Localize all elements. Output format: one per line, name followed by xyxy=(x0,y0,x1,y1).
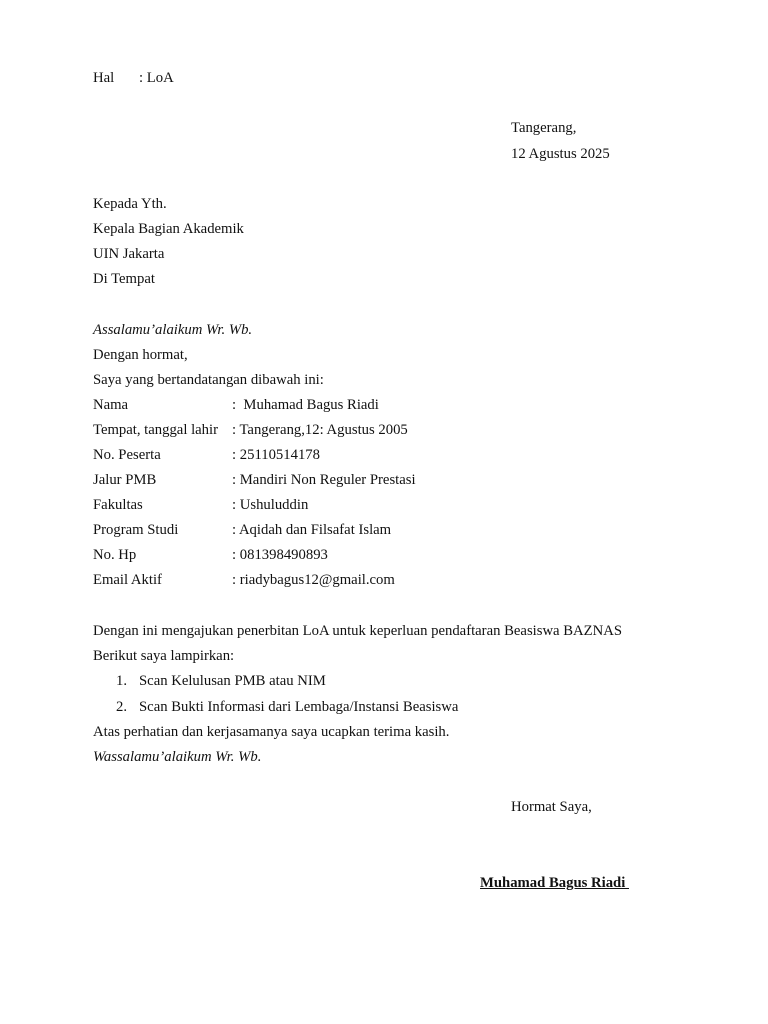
field-label: Email Aktif xyxy=(93,572,162,588)
field-value: : Aqidah dan Filsafat Islam xyxy=(232,522,392,538)
closing: Atas perhatian dan kerjasamanya saya ucapkan terima kasih. xyxy=(93,724,450,740)
opening: Dengan hormat, xyxy=(93,347,188,363)
field-label: No. Peserta xyxy=(93,447,161,463)
attachment-number: 1. xyxy=(116,673,128,689)
subject-label: Hal xyxy=(93,70,115,86)
field-value: : Ushuluddin xyxy=(232,497,309,513)
signature-name: Muhamad Bagus Riadi xyxy=(480,875,629,891)
recipient-line-1: Kepada Yth. xyxy=(93,196,167,212)
field-label: Fakultas xyxy=(93,497,143,513)
regards: Hormat Saya, xyxy=(511,799,592,815)
field-label: Program Studi xyxy=(93,522,179,538)
field-value: : 081398490893 xyxy=(232,547,328,563)
attachment-text: Scan Kelulusan PMB atau NIM xyxy=(139,673,326,689)
recipient-line-3: UIN Jakarta xyxy=(93,246,165,262)
field-label: No. Hp xyxy=(93,547,137,563)
body-paragraph-1: Dengan ini mengajukan penerbitan LoA untuk keperluan pendaftaran Beasiswa BAZNAS xyxy=(93,623,623,639)
subject-value: : LoA xyxy=(139,70,174,86)
field-label: Jalur PMB xyxy=(93,472,157,488)
field-value: : Tangerang,12: Agustus 2005 xyxy=(232,422,408,438)
attachment-number: 2. xyxy=(116,699,128,715)
recipient-line-4: Di Tempat xyxy=(93,271,155,287)
field-value: : Mandiri Non Reguler Prestasi xyxy=(232,472,416,488)
letter-place: Tangerang, xyxy=(511,120,577,136)
field-value: : 25110514178 xyxy=(232,447,320,463)
recipient-line-2: Kepala Bagian Akademik xyxy=(93,221,244,237)
greeting: Assalamu’alaikum Wr. Wb. xyxy=(93,322,253,338)
field-label: Tempat, tanggal lahir xyxy=(93,422,218,438)
body-paragraph-2: Berikut saya lampirkan: xyxy=(93,648,235,664)
field-value: : riadybagus12@gmail.com xyxy=(232,572,395,588)
farewell: Wassalamu’alaikum Wr. Wb. xyxy=(93,749,262,765)
field-label: Nama xyxy=(93,397,129,413)
attachment-text: Scan Bukti Informasi dari Lembaga/Instansi Beasiswa xyxy=(139,699,459,715)
field-value: : Muhamad Bagus Riadi xyxy=(232,397,379,413)
intro: Saya yang bertandatangan dibawah ini: xyxy=(93,372,324,388)
letter-date: 12 Agustus 2025 xyxy=(511,146,610,162)
